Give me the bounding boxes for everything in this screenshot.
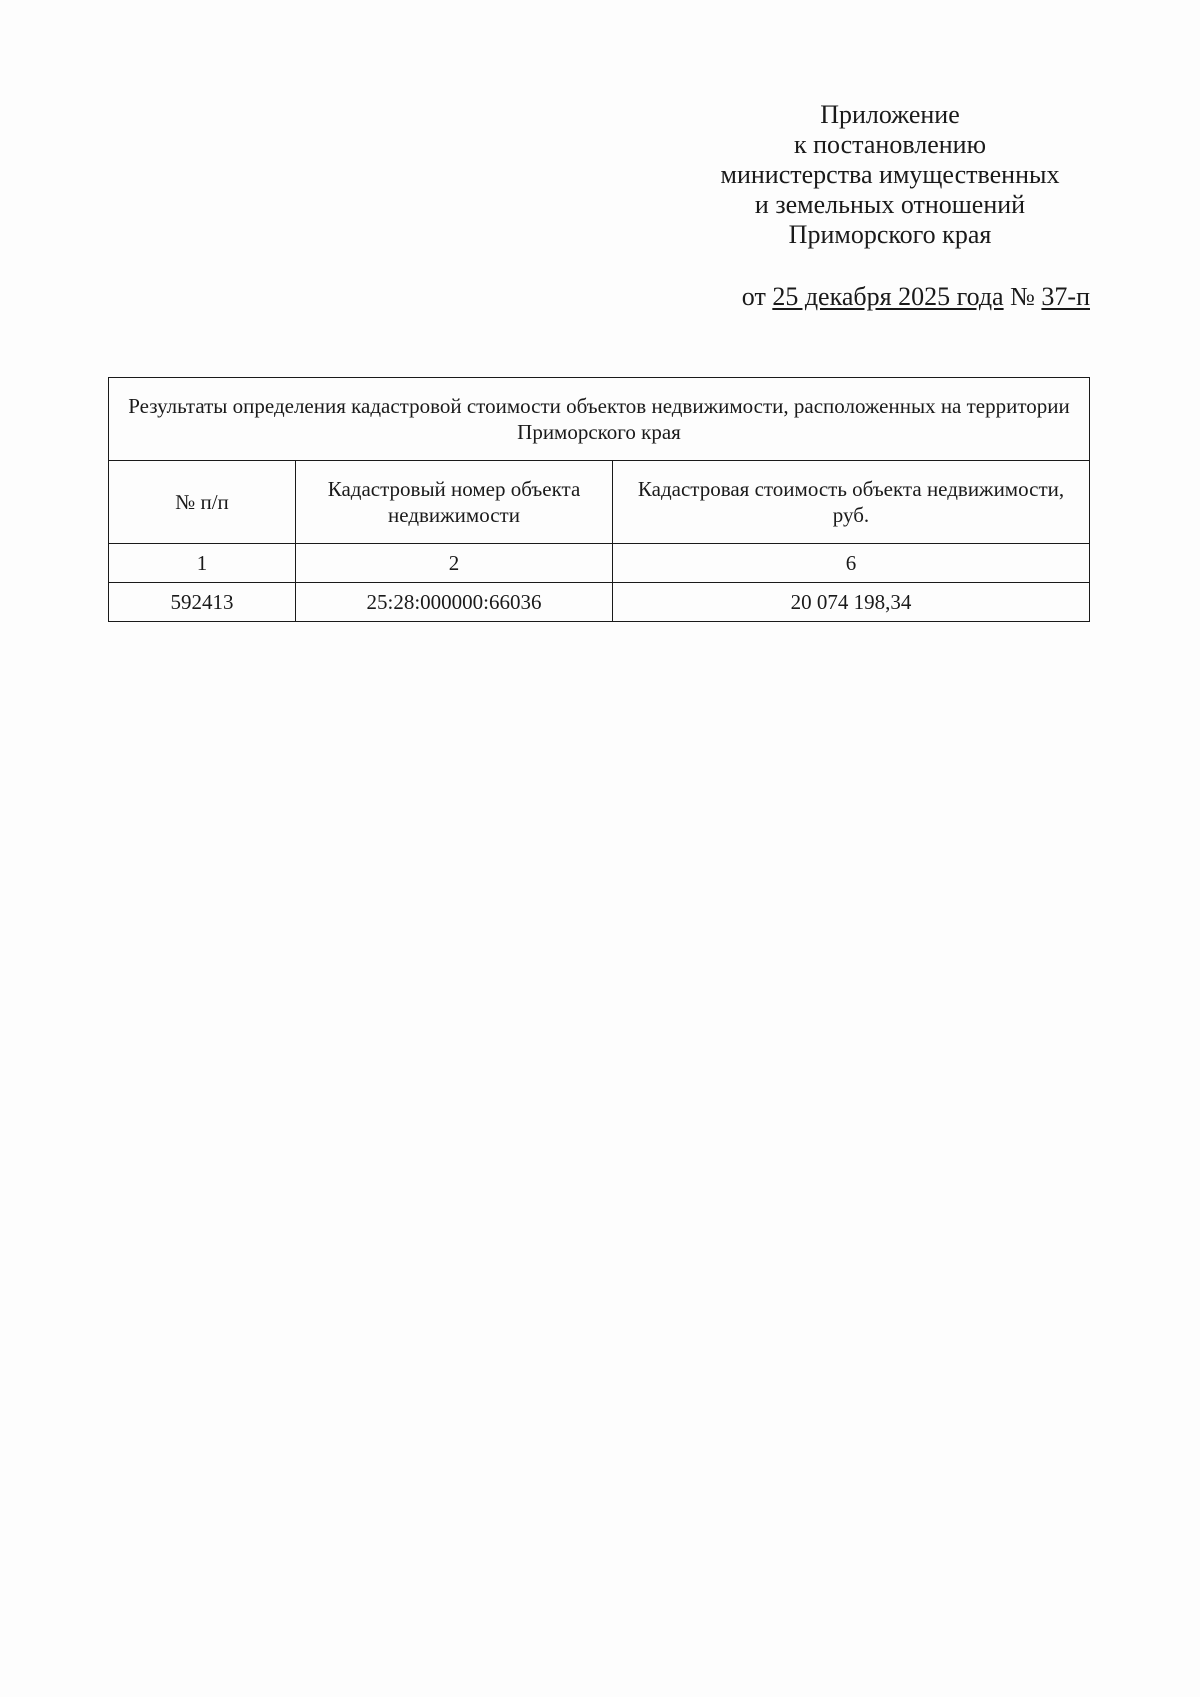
column-header-cadastral-number: Кадастровый номер объекта недвижимости [296,461,613,544]
number-sign: № [1010,282,1035,311]
resolution-date: 25 декабря 2025 года [772,282,1004,311]
resolution-number: 37-п [1041,282,1090,311]
column-number: 6 [613,544,1090,583]
column-header-cadastral-value: Кадастровая стоимость объекта недвижимости, руб. [613,461,1090,544]
appendix-line: к постановлению [793,130,987,159]
appendix-line: министерства имущественных [720,160,1060,189]
column-number: 2 [296,544,613,583]
table-header-row [109,461,1090,544]
column-header-number: № п/п [109,461,296,544]
row-number-cell: 592413 [109,583,296,622]
column-number: 1 [109,544,296,583]
date-prefix: от [741,282,766,311]
column-numbering-row [109,544,1090,583]
table-row [109,583,1090,622]
resolution-date-number [690,282,1090,312]
cadastral-results-table [108,377,1090,622]
appendix-line: Приложение [820,100,960,129]
appendix-header [690,100,1090,250]
appendix-line: и земельных отношений [754,190,1026,219]
table-caption: Результаты определения кадастровой стоимости объектов недвижимости, расположенных на территории Приморского края [109,378,1090,461]
cadastral-value-cell: 20 074 198,34 [613,583,1090,622]
cadastral-number-cell: 25:28:000000:66036 [296,583,613,622]
appendix-line: Приморского края [788,220,992,249]
